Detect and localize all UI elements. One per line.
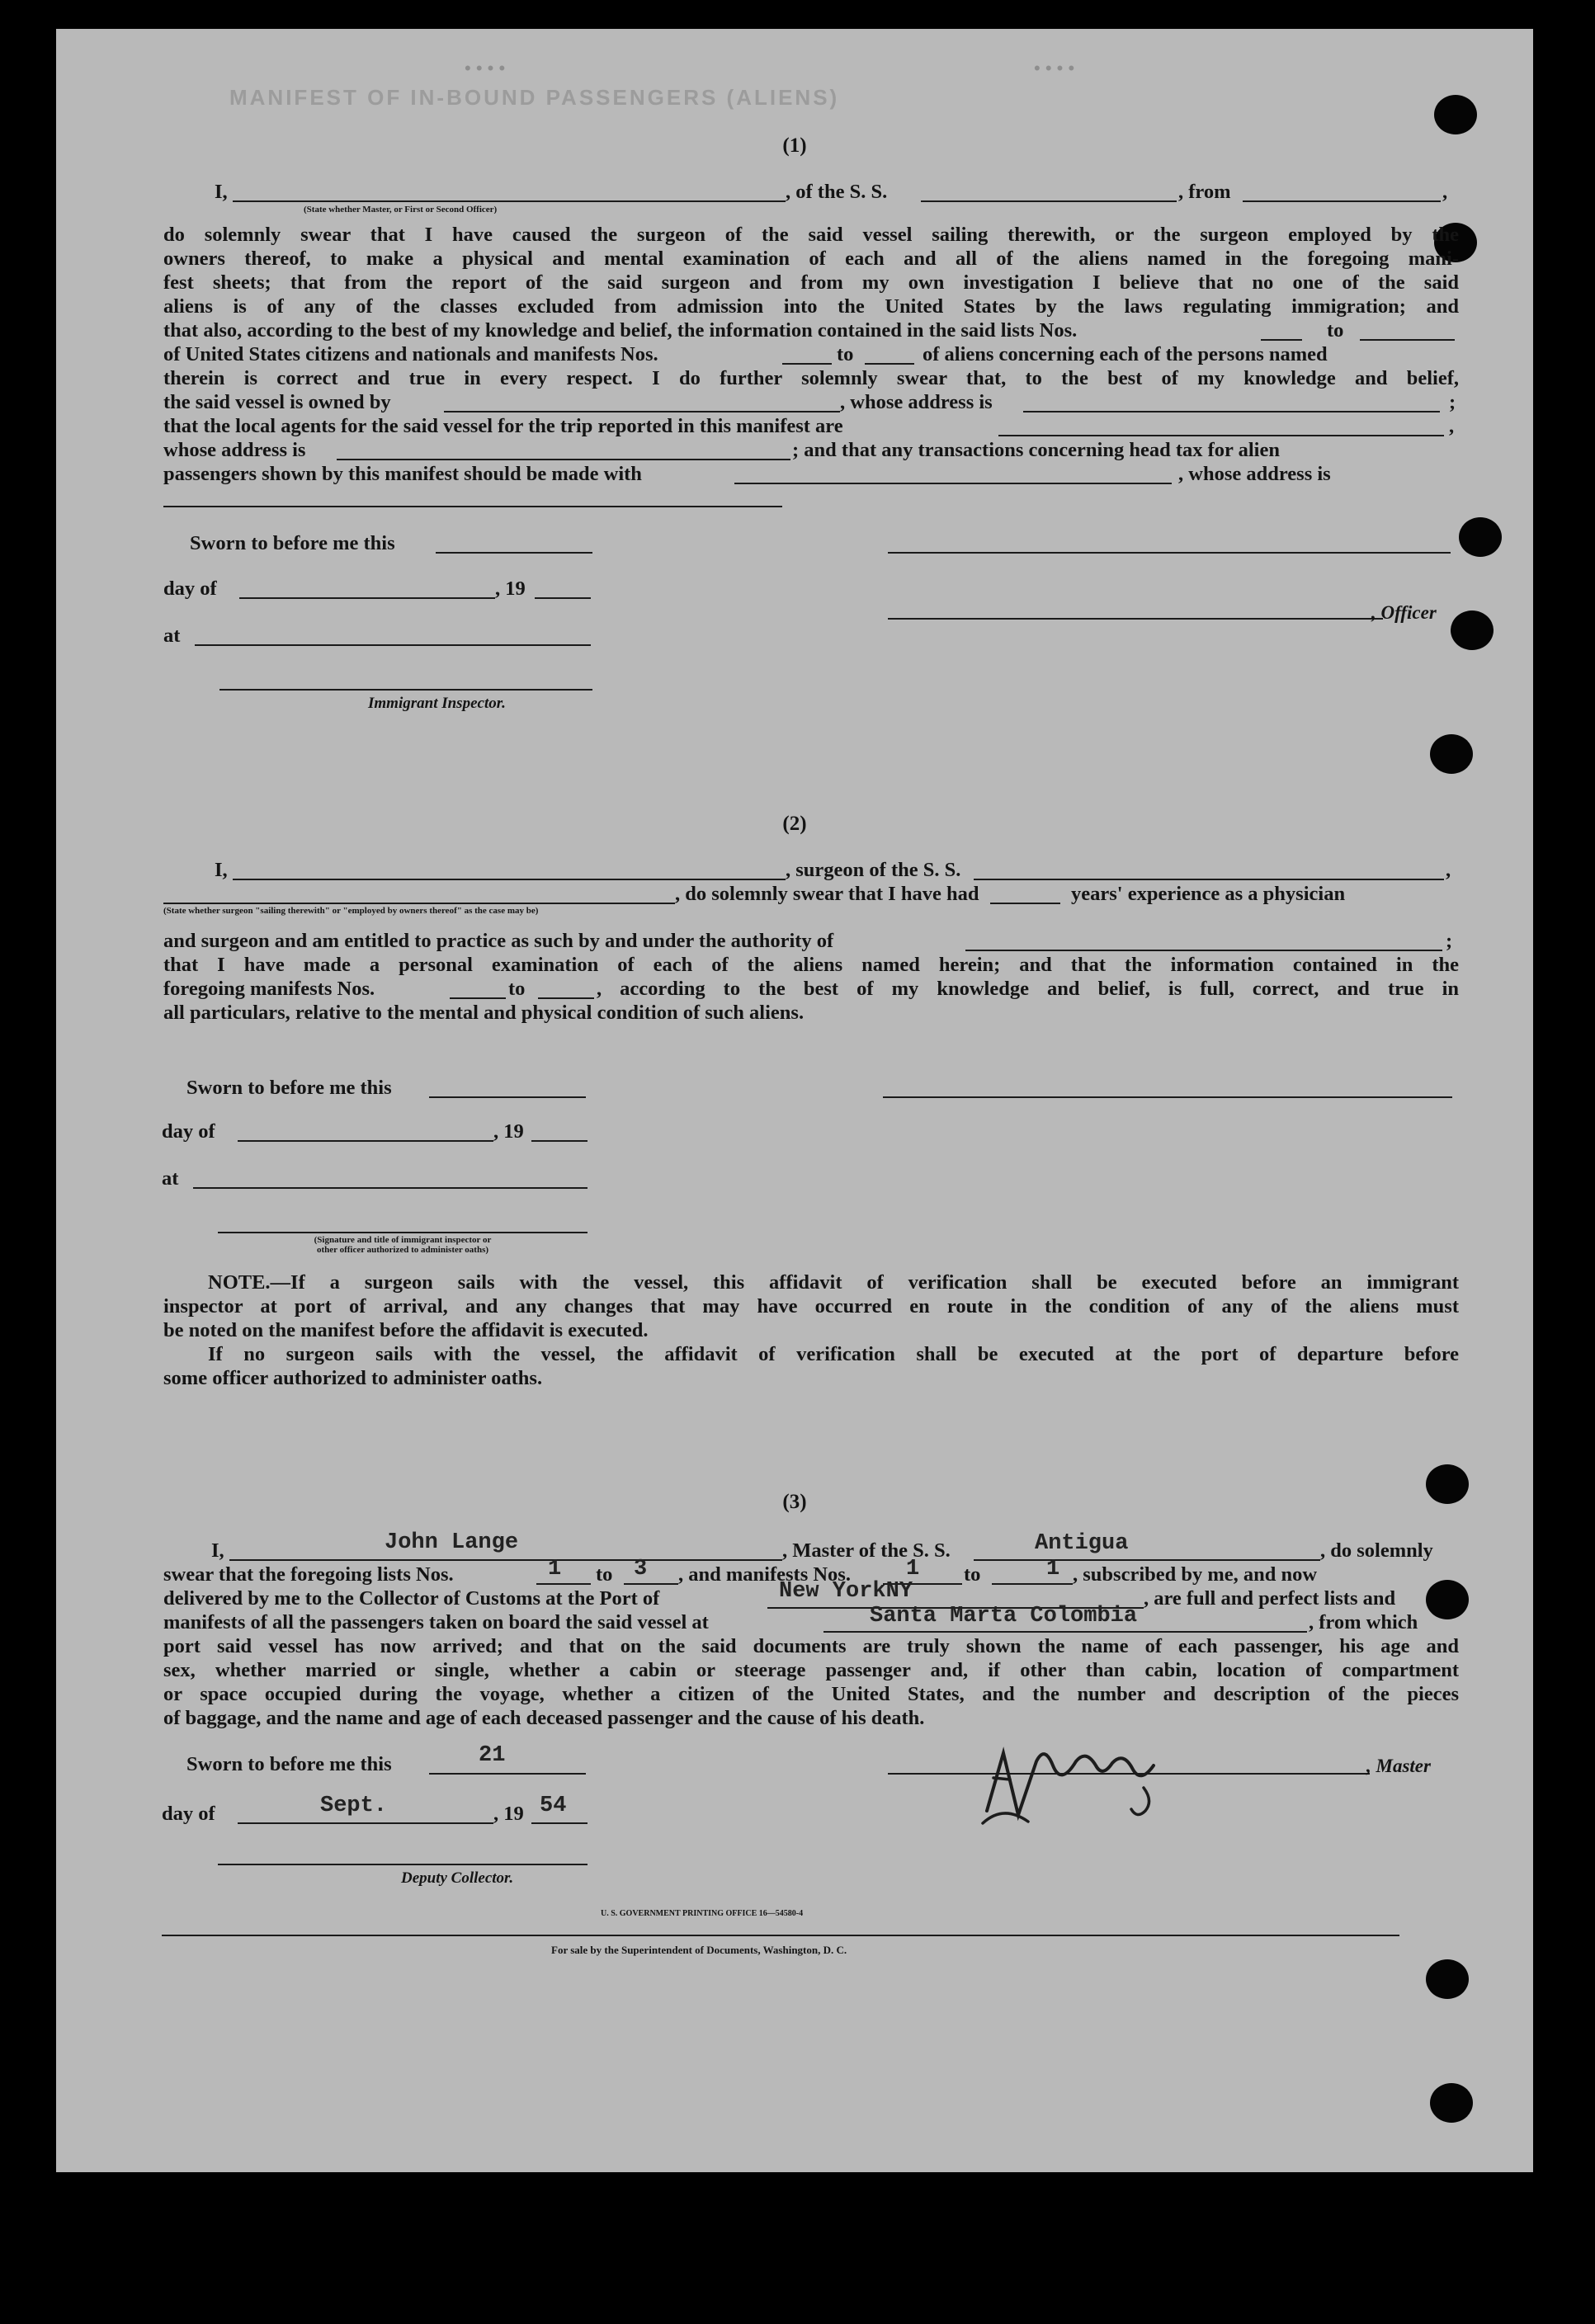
- s1-manifests-to: to: [837, 343, 854, 365]
- s1-manifests-from-line: [782, 363, 832, 365]
- s1-lists-to: to: [1327, 319, 1344, 342]
- s2-years-line: [990, 903, 1060, 904]
- s1-i: I,: [215, 181, 228, 203]
- s2-manifests-text: foregoing manifests Nos.: [163, 978, 375, 1000]
- s3-year-line: [531, 1822, 588, 1824]
- for-sale-note: For sale by the Superintendent of Documents, Washington, D. C.: [551, 1944, 847, 1956]
- s1-year-line: [535, 597, 591, 599]
- s3-manifests-to: to: [964, 1563, 981, 1586]
- s2-signature-hint-1: (Signature and title of immigrant inspector or: [314, 1235, 492, 1245]
- s1-paragraph-line: fest sheets; that from the report of the said surgeon and from my own investigation I believe that no one of the said: [163, 271, 1459, 294]
- section-2-number: (2): [782, 813, 807, 835]
- s1-from-line: [1243, 200, 1441, 202]
- s2-signature-hint-2: other officer authorized to administer oaths): [316, 1245, 489, 1255]
- section-1-number: (1): [782, 134, 807, 157]
- s1-paragraph-line: therein is correct and true in every respect. I do further solemnly swear that, to the best of my knowledge and belief,: [163, 367, 1459, 389]
- s3-lists-from-value: 1: [548, 1557, 562, 1582]
- s1-agent-address-label: whose address is: [163, 439, 306, 461]
- s1-year-label: , 19: [495, 577, 526, 600]
- s1-owner-line: [444, 411, 840, 412]
- s2-ss-label: , surgeon of the S. S.: [786, 859, 961, 881]
- s3-lists-text: swear that the foregoing lists Nos.: [163, 1563, 454, 1586]
- s3-i: I,: [211, 1539, 224, 1562]
- s1-lists-from-line: [1261, 339, 1302, 341]
- s3-lists-to: to: [596, 1563, 613, 1586]
- s1-owner-address-line: [1023, 411, 1440, 412]
- s1-headtax-line: [734, 483, 1172, 484]
- s3-lists-from-line: [536, 1583, 591, 1585]
- master-signature: [970, 1728, 1177, 1836]
- s3-solemnly: , do solemnly: [1320, 1539, 1433, 1562]
- s1-semicolon: ;: [1449, 391, 1456, 413]
- s3-paragraph-line: port said vessel has now arrived; and that on the said documents are truly shown the name of each passenger, his age and: [163, 1635, 1459, 1657]
- s2-sworn-label: Sworn to before me this: [186, 1077, 392, 1099]
- s2-belief-text: , according to the best of my knowledge and belief, is full, correct, and true in: [597, 978, 1459, 1000]
- s3-master-label: , Master of the S. S.: [782, 1539, 951, 1562]
- s1-owned-text: the said vessel is owned by: [163, 391, 391, 413]
- s2-surgeon-hint: (State whether surgeon "sailing therewith" or "employed by owners thereof" as the case may be): [163, 906, 539, 916]
- punch-hole: [1430, 734, 1473, 774]
- s3-master-signature-line: [888, 1773, 1370, 1775]
- s2-note-line: some officer authorized to administer oaths.: [163, 1367, 543, 1389]
- s1-officer-signature-line: [888, 552, 1451, 554]
- s1-day-line: [239, 597, 495, 599]
- s1-headtax-text: ; and that any transactions concerning head tax for alien: [792, 439, 1280, 461]
- s3-paragraph-line: of baggage, and the name and age of each deceased passenger and the cause of his death.: [163, 1707, 925, 1729]
- s1-paragraph-line: owners thereof, to make a physical and mental examination of each and all of the aliens named in the foregoing mani-: [163, 247, 1459, 270]
- punch-hole: [1426, 1580, 1469, 1619]
- s1-paragraph-line: do solemnly swear that I have caused the surgeon of the said vessel sailing therewith, or the surgeon employed by the: [163, 224, 1459, 246]
- s1-sworn-line: [436, 552, 592, 554]
- s2-surgeon-name-line: [233, 879, 786, 880]
- faded-header-title: MANIFEST OF IN-BOUND PASSENGERS (ALIENS): [229, 85, 840, 110]
- punch-hole: [1451, 610, 1494, 650]
- s1-owner-address-label: , whose address is: [840, 391, 993, 413]
- s1-agents-text: that the local agents for the said vessel for the trip reported in this manifest are: [163, 415, 843, 437]
- s2-manifests-from-line: [450, 997, 506, 999]
- s3-master-caption: , Master: [1366, 1756, 1431, 1776]
- s3-lists-to-value: 3: [634, 1557, 648, 1582]
- s1-officer-line: [233, 200, 786, 202]
- s2-at-line: [193, 1187, 588, 1189]
- s1-paragraph-line: aliens is of any of the classes excluded from admission into the United States by the laws regulating immigration; and: [163, 295, 1459, 318]
- manifest-page: [56, 29, 1533, 2172]
- s1-end: ,: [1442, 181, 1448, 203]
- s3-departure-line: [823, 1631, 1307, 1633]
- s3-lists-to-line: [624, 1583, 678, 1585]
- s1-aliens-text: of aliens concerning each of the persons named: [923, 343, 1328, 365]
- dot-marks: • • • •: [1034, 58, 1075, 78]
- s2-note-line: be noted on the manifest before the affidavit is executed.: [163, 1319, 649, 1341]
- s2-manifests-to: to: [508, 978, 526, 1000]
- s3-collector-text: delivered by me to the Collector of Customs at the Port of: [163, 1587, 660, 1610]
- s2-authority-text: and surgeon and am entitled to practice as such by and under the authority of: [163, 930, 834, 952]
- s1-agents-line: [998, 435, 1444, 436]
- gpo-imprint: U. S. GOVERNMENT PRINTING OFFICE 16—54580-4: [601, 1909, 804, 1918]
- s1-ss-label: , of the S. S.: [786, 181, 888, 203]
- s3-subscribed-text: , subscribed by me, and now: [1073, 1563, 1318, 1586]
- s2-ship-line: [974, 879, 1444, 880]
- s1-sworn-label: Sworn to before me this: [190, 532, 395, 554]
- s2-day-label: day of: [162, 1120, 215, 1143]
- s2-end: ,: [1446, 859, 1451, 881]
- s3-ship-value: Antigua: [1035, 1531, 1129, 1556]
- s2-manifests-to-line: [538, 997, 594, 999]
- s3-perfect-text: , are full and perfect lists and: [1144, 1587, 1396, 1610]
- s1-inspector-line: [219, 689, 592, 691]
- s3-paragraph-line: or space occupied during the voyage, whether a citizen of the United States, and the number and description of the pieces: [163, 1683, 1459, 1705]
- s1-lists-text: that also, according to the best of my knowledge and belief, the information contained in the said lists Nos.: [163, 319, 1078, 342]
- s2-at-label: at: [162, 1167, 179, 1190]
- s1-at-line: [195, 644, 591, 646]
- s3-manifests-to-line: [992, 1583, 1073, 1585]
- s3-master-name-value: John Lange: [385, 1530, 519, 1555]
- s1-day-label: day of: [163, 577, 217, 600]
- s1-officer-caption: , Officer: [1371, 602, 1437, 623]
- s3-day-label: day of: [162, 1803, 215, 1825]
- s2-surgeon-type-line: [163, 903, 675, 904]
- s1-at-label: at: [163, 625, 181, 647]
- s1-ship-line: [921, 200, 1177, 202]
- punch-hole: [1430, 2083, 1473, 2123]
- s2-swear-text: , do solemnly swear that I have had: [675, 883, 979, 905]
- punch-hole: [1426, 1959, 1469, 1999]
- s1-passengers-text: passengers shown by this manifest should be made with: [163, 463, 642, 485]
- s3-departure-value: Santa Marta Colombia: [870, 1604, 1138, 1629]
- s1-lists-to-line: [1360, 339, 1455, 341]
- s2-paragraph-line: all particulars, relative to the mental and physical condition of such aliens.: [163, 1002, 805, 1024]
- s2-surgeon-signature-line: [883, 1096, 1452, 1098]
- s3-port-value: New YorkNY: [779, 1579, 913, 1604]
- s3-manifests-to-value: 1: [1046, 1557, 1060, 1582]
- s3-master-name-line: [229, 1559, 782, 1561]
- punch-hole: [1459, 517, 1502, 557]
- s3-month-value: Sept.: [320, 1794, 388, 1818]
- s2-sworn-line: [429, 1096, 586, 1098]
- s2-note-line: inspector at port of arrival, and any changes that may have occurred en route in the condition of any of the aliens must: [163, 1295, 1459, 1318]
- s3-boarded-text: manifests of all the passengers taken on board the said vessel at: [163, 1611, 709, 1633]
- s3-year-value: 54: [540, 1794, 567, 1818]
- s2-note-line: If no surgeon sails with the vessel, the affidavit of verification shall be executed at the port of departure before: [208, 1343, 1459, 1365]
- s1-manifests-text: of United States citizens and nationals and manifests Nos.: [163, 343, 658, 365]
- s2-paragraph-line: that I have made a personal examination of each of the aliens named herein; and that the information contained in the: [163, 954, 1459, 976]
- s3-from-which: , from which: [1309, 1611, 1418, 1633]
- s3-sworn-label: Sworn to before me this: [186, 1753, 392, 1775]
- s2-inspector-line: [218, 1232, 588, 1233]
- s2-authority-line: [965, 950, 1442, 951]
- s1-officer-hint: (State whether Master, or First or Second Officer): [304, 205, 498, 214]
- s1-comma: ,: [1449, 415, 1455, 437]
- s3-paragraph-line: sex, whether married or single, whether a cabin or steerage passenger and, if other than cabin, location of compartment: [163, 1659, 1459, 1681]
- s1-from-label: , from: [1178, 181, 1231, 203]
- s2-year-label: , 19: [493, 1120, 524, 1143]
- s3-sworn-line: [429, 1773, 586, 1775]
- dot-marks: • • • •: [465, 58, 506, 78]
- s2-semicolon: ;: [1446, 930, 1453, 952]
- s3-manifests-from-value: 1: [906, 1557, 920, 1582]
- s2-day-line: [238, 1140, 493, 1142]
- s3-year-label: , 19: [493, 1803, 524, 1825]
- s2-note-line: NOTE.—If a surgeon sails with the vessel, this affidavit of verification shall be executed before an immigrant: [208, 1271, 1459, 1294]
- s3-collector-line: [218, 1864, 588, 1865]
- s2-i: I,: [215, 859, 228, 881]
- s3-manifests-text: , and manifests Nos.: [678, 1563, 851, 1586]
- punch-hole: [1434, 95, 1477, 134]
- s3-day-line: [238, 1822, 493, 1824]
- section-3-number: (3): [782, 1491, 807, 1513]
- s1-agent-address-line: [337, 459, 790, 460]
- s1-address-label: , whose address is: [1178, 463, 1331, 485]
- s2-physician-text: years' experience as a physician: [1071, 883, 1346, 905]
- s3-collector-caption: Deputy Collector.: [401, 1869, 514, 1887]
- s3-ship-line: [974, 1559, 1320, 1561]
- s1-officer-line: [888, 618, 1383, 620]
- s3-sworn-day-value: 21: [479, 1743, 506, 1768]
- s1-inspector-caption: Immigrant Inspector.: [368, 695, 506, 712]
- s1-manifests-to-line: [865, 363, 914, 365]
- s2-year-line: [531, 1140, 588, 1142]
- s1-address-continuation-line: [163, 506, 782, 507]
- footer-rule: [162, 1935, 1399, 1936]
